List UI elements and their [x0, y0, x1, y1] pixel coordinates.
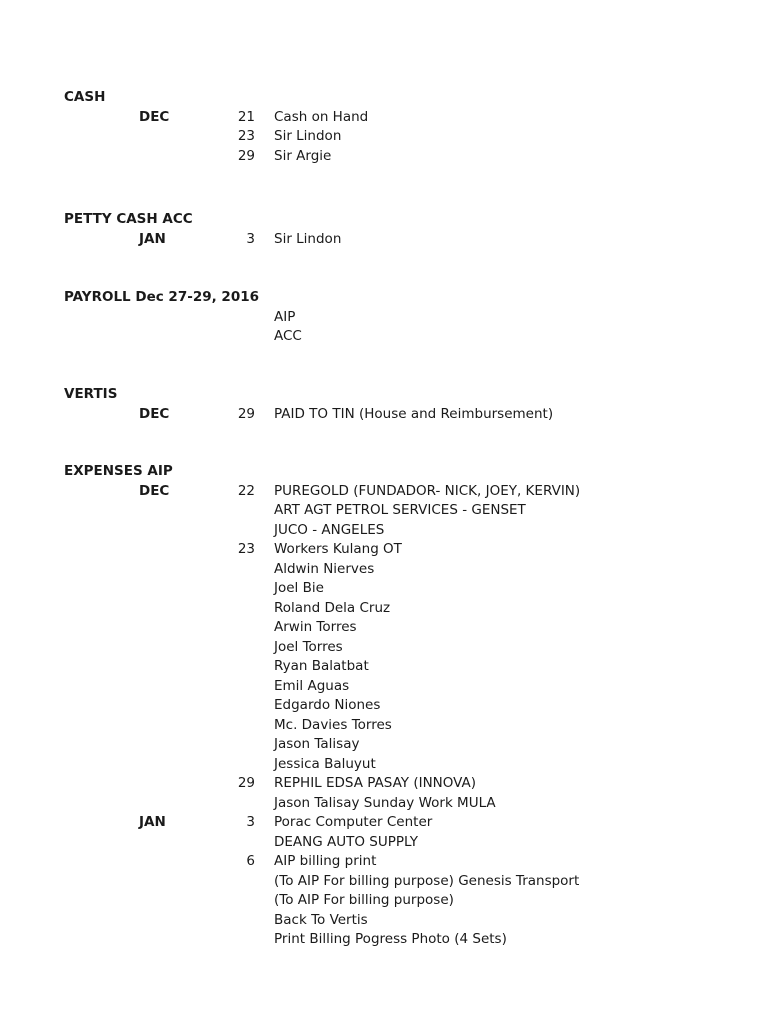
month-label: DEC	[139, 108, 170, 125]
entry-row	[0, 755, 768, 775]
day-number: 21	[237, 108, 255, 125]
section-heading: CASH	[64, 89, 106, 105]
entry-row	[0, 599, 768, 619]
entry-description: Sir Lindon	[274, 128, 342, 144]
entry-row	[0, 794, 768, 814]
entry-description: ACC	[274, 328, 302, 344]
entry-description: Back To Vertis	[274, 911, 368, 928]
section-expenses-aip	[0, 462, 768, 950]
entry-description: AIP	[274, 308, 296, 325]
section-heading-row	[0, 288, 768, 308]
day-number: 3	[246, 230, 255, 247]
section-vertis	[0, 385, 768, 424]
entry-description: Joel Bie	[274, 580, 324, 596]
entry-row	[0, 833, 768, 853]
entry-row	[0, 405, 768, 425]
entry-description: Sir Argie	[274, 147, 332, 164]
entry-description: Print Billing Pogress Photo (4 Sets)	[274, 931, 507, 947]
entry-description: Arwin Torres	[274, 619, 357, 635]
entry-row	[0, 813, 768, 833]
entry-row	[0, 540, 768, 560]
entry-description: Workers Kulang OT	[274, 541, 402, 557]
entry-description: AIP billing print	[274, 853, 377, 869]
day-number: 6	[246, 853, 255, 869]
section-heading-row	[0, 385, 768, 405]
day-number: 29	[237, 147, 255, 164]
entry-row	[0, 657, 768, 677]
entry-description: Edgardo Niones	[274, 697, 381, 713]
entry-row	[0, 147, 768, 167]
day-number: 29	[237, 775, 255, 791]
entry-description: Mc. Davies Torres	[274, 716, 392, 733]
entry-description: Jason Talisay	[274, 736, 360, 752]
entry-description: ART AGT PETROL SERVICES - GENSET	[274, 502, 526, 518]
entry-row	[0, 127, 768, 147]
entry-description: Porac Computer Center	[274, 814, 433, 830]
section-heading-row	[0, 210, 768, 230]
entry-description: Aldwin Nierves	[274, 560, 375, 577]
section-heading: EXPENSES AIP	[64, 463, 173, 479]
entry-description: PUREGOLD (FUNDADOR- NICK, JOEY, KERVIN)	[274, 482, 581, 499]
entry-description: Jason Talisay Sunday Work MULA	[274, 794, 496, 811]
entry-description: Roland Dela Cruz	[274, 599, 391, 616]
entry-row	[0, 872, 768, 892]
day-number: 22	[237, 482, 255, 499]
entry-row	[0, 891, 768, 911]
section-petty-cash	[0, 210, 768, 249]
entry-row	[0, 482, 768, 502]
entry-description: Cash on Hand	[274, 108, 369, 125]
section-payroll	[0, 288, 768, 347]
section-heading-row	[0, 88, 768, 108]
entry-description: Sir Lindon	[274, 230, 342, 247]
entry-row	[0, 716, 768, 736]
entry-row	[0, 735, 768, 755]
month-label: JAN	[139, 230, 166, 247]
entry-row	[0, 911, 768, 931]
entry-row	[0, 230, 768, 250]
month-label: DEC	[139, 482, 170, 499]
day-number: 3	[246, 814, 255, 830]
section-heading: PAYROLL Dec 27-29, 2016	[64, 289, 260, 305]
section-heading-row	[0, 462, 768, 482]
entry-row	[0, 327, 768, 347]
entry-row	[0, 521, 768, 541]
entry-row	[0, 618, 768, 638]
entry-row	[0, 930, 768, 950]
entry-row	[0, 696, 768, 716]
entry-description: Emil Aguas	[274, 677, 350, 694]
day-number: 23	[237, 128, 255, 144]
month-label: JAN	[139, 814, 166, 830]
month-label: DEC	[139, 405, 170, 422]
entry-description: Jessica Baluyut	[274, 755, 376, 772]
entry-row	[0, 308, 768, 328]
section-heading: VERTIS	[64, 386, 118, 402]
entry-description: PAID TO TIN (House and Reimbursement)	[274, 405, 554, 422]
entry-description: REPHIL EDSA PASAY (INNOVA)	[274, 775, 477, 791]
entry-description: (To AIP For billing purpose) Genesis Transport	[274, 872, 580, 889]
entry-row	[0, 638, 768, 658]
entry-description: JUCO - ANGELES	[274, 521, 385, 538]
entry-row	[0, 677, 768, 697]
day-number: 29	[237, 405, 255, 422]
entry-row	[0, 579, 768, 599]
entry-row	[0, 501, 768, 521]
day-number: 23	[237, 541, 255, 557]
entry-description: Ryan Balatbat	[274, 658, 369, 674]
entry-row	[0, 852, 768, 872]
entry-row	[0, 774, 768, 794]
entry-row	[0, 560, 768, 580]
section-cash	[0, 88, 768, 166]
entry-description: Joel Torres	[274, 638, 343, 655]
entry-description: DEANG AUTO SUPPLY	[274, 833, 418, 850]
section-heading: PETTY CASH ACC	[64, 211, 193, 227]
entry-description: (To AIP For billing purpose)	[274, 892, 454, 908]
entry-row	[0, 108, 768, 128]
